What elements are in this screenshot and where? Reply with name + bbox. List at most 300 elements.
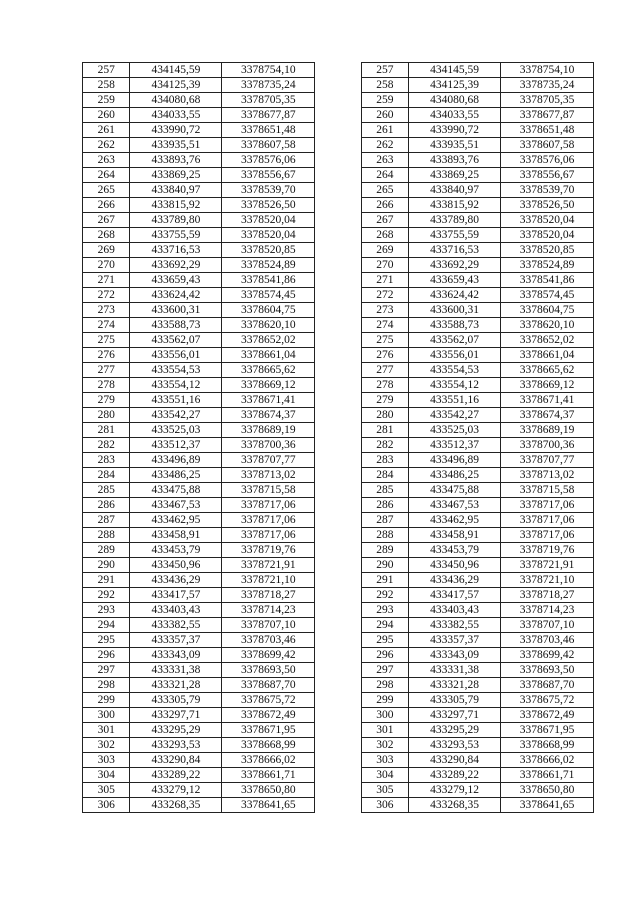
- right-x-coordinate-cell: 433279,12: [409, 783, 501, 798]
- left-y-coordinate-cell: 3378671,41: [222, 393, 315, 408]
- left-point-number-cell: 292: [83, 588, 130, 603]
- right-point-number-cell: 281: [361, 423, 408, 438]
- column-spacer: [315, 648, 361, 663]
- coordinates-table: [82, 62, 594, 813]
- table-row: [83, 213, 594, 228]
- left-x-coordinate-cell: 433716,53: [130, 243, 222, 258]
- left-x-coordinate-cell: 433462,95: [130, 513, 222, 528]
- right-y-coordinate-cell: 3378715,58: [501, 483, 594, 498]
- right-y-coordinate-cell: 3378693,50: [501, 663, 594, 678]
- left-x-coordinate-cell: 433990,72: [130, 123, 222, 138]
- left-x-coordinate-cell: 433542,27: [130, 408, 222, 423]
- left-y-coordinate-cell: 3378539,70: [222, 183, 315, 198]
- table-row: [83, 753, 594, 768]
- left-x-coordinate-cell: 433357,37: [130, 633, 222, 648]
- column-spacer: [315, 513, 361, 528]
- left-point-number-cell: 286: [83, 498, 130, 513]
- table-row: [83, 153, 594, 168]
- right-point-number-cell: 267: [361, 213, 408, 228]
- right-x-coordinate-cell: 433624,42: [409, 288, 501, 303]
- right-point-number-cell: 263: [361, 153, 408, 168]
- table-row: [83, 198, 594, 213]
- right-y-coordinate-cell: 3378556,67: [501, 168, 594, 183]
- column-spacer: [315, 618, 361, 633]
- left-x-coordinate-cell: 433268,35: [130, 798, 222, 813]
- left-point-number-cell: 274: [83, 318, 130, 333]
- left-point-number-cell: 290: [83, 558, 130, 573]
- left-x-coordinate-cell: 433467,53: [130, 498, 222, 513]
- right-point-number-cell: 272: [361, 288, 408, 303]
- left-x-coordinate-cell: 433588,73: [130, 318, 222, 333]
- right-x-coordinate-cell: 433554,53: [409, 363, 501, 378]
- right-x-coordinate-cell: 433450,96: [409, 558, 501, 573]
- right-y-coordinate-cell: 3378713,02: [501, 468, 594, 483]
- left-y-coordinate-cell: 3378707,77: [222, 453, 315, 468]
- table-row: [83, 423, 594, 438]
- left-x-coordinate-cell: 433436,29: [130, 573, 222, 588]
- table-row: [83, 138, 594, 153]
- right-x-coordinate-cell: 433382,55: [409, 618, 501, 633]
- left-x-coordinate-cell: 433755,59: [130, 228, 222, 243]
- right-y-coordinate-cell: 3378607,58: [501, 138, 594, 153]
- right-y-coordinate-cell: 3378721,91: [501, 558, 594, 573]
- left-point-number-cell: 268: [83, 228, 130, 243]
- table-row: [83, 438, 594, 453]
- right-point-number-cell: 265: [361, 183, 408, 198]
- left-y-coordinate-cell: 3378721,91: [222, 558, 315, 573]
- column-spacer: [315, 438, 361, 453]
- table-row: [83, 738, 594, 753]
- column-spacer: [315, 318, 361, 333]
- column-spacer: [315, 153, 361, 168]
- left-y-coordinate-cell: 3378677,87: [222, 108, 315, 123]
- left-x-coordinate-cell: 433331,38: [130, 663, 222, 678]
- table-row: [83, 783, 594, 798]
- right-x-coordinate-cell: 433475,88: [409, 483, 501, 498]
- right-y-coordinate-cell: 3378703,46: [501, 633, 594, 648]
- table-row: [83, 228, 594, 243]
- left-point-number-cell: 279: [83, 393, 130, 408]
- right-x-coordinate-cell: 433659,43: [409, 273, 501, 288]
- right-x-coordinate-cell: 433453,79: [409, 543, 501, 558]
- table-row: [83, 558, 594, 573]
- left-x-coordinate-cell: 433450,96: [130, 558, 222, 573]
- left-x-coordinate-cell: 433935,51: [130, 138, 222, 153]
- left-point-number-cell: 285: [83, 483, 130, 498]
- table-row: [83, 78, 594, 93]
- right-y-coordinate-cell: 3378668,99: [501, 738, 594, 753]
- left-y-coordinate-cell: 3378672,49: [222, 708, 315, 723]
- column-spacer: [315, 243, 361, 258]
- left-x-coordinate-cell: 433321,28: [130, 678, 222, 693]
- column-spacer: [315, 363, 361, 378]
- right-x-coordinate-cell: 433554,12: [409, 378, 501, 393]
- right-x-coordinate-cell: 433295,29: [409, 723, 501, 738]
- table-row: [83, 318, 594, 333]
- left-point-number-cell: 262: [83, 138, 130, 153]
- left-x-coordinate-cell: 433458,91: [130, 528, 222, 543]
- column-spacer: [315, 798, 361, 813]
- right-point-number-cell: 264: [361, 168, 408, 183]
- right-y-coordinate-cell: 3378520,04: [501, 228, 594, 243]
- right-point-number-cell: 299: [361, 693, 408, 708]
- right-x-coordinate-cell: 433588,73: [409, 318, 501, 333]
- right-x-coordinate-cell: 433990,72: [409, 123, 501, 138]
- table-row: [83, 708, 594, 723]
- left-x-coordinate-cell: 433551,16: [130, 393, 222, 408]
- right-point-number-cell: 269: [361, 243, 408, 258]
- left-x-coordinate-cell: 433289,22: [130, 768, 222, 783]
- left-y-coordinate-cell: 3378576,06: [222, 153, 315, 168]
- left-point-number-cell: 277: [83, 363, 130, 378]
- left-point-number-cell: 276: [83, 348, 130, 363]
- right-y-coordinate-cell: 3378652,02: [501, 333, 594, 348]
- right-y-coordinate-cell: 3378674,37: [501, 408, 594, 423]
- left-x-coordinate-cell: 433525,03: [130, 423, 222, 438]
- right-point-number-cell: 258: [361, 78, 408, 93]
- right-y-coordinate-cell: 3378705,35: [501, 93, 594, 108]
- right-point-number-cell: 296: [361, 648, 408, 663]
- left-point-number-cell: 281: [83, 423, 130, 438]
- right-point-number-cell: 270: [361, 258, 408, 273]
- right-y-coordinate-cell: 3378700,36: [501, 438, 594, 453]
- left-x-coordinate-cell: 433305,79: [130, 693, 222, 708]
- left-x-coordinate-cell: 433815,92: [130, 198, 222, 213]
- left-y-coordinate-cell: 3378669,12: [222, 378, 315, 393]
- table-row: [83, 663, 594, 678]
- left-y-coordinate-cell: 3378524,89: [222, 258, 315, 273]
- left-x-coordinate-cell: 434080,68: [130, 93, 222, 108]
- left-point-number-cell: 284: [83, 468, 130, 483]
- left-y-coordinate-cell: 3378717,06: [222, 498, 315, 513]
- table-row: [83, 273, 594, 288]
- table-row: [83, 258, 594, 273]
- left-point-number-cell: 259: [83, 93, 130, 108]
- right-x-coordinate-cell: 433331,38: [409, 663, 501, 678]
- column-spacer: [315, 333, 361, 348]
- right-y-coordinate-cell: 3378669,12: [501, 378, 594, 393]
- right-y-coordinate-cell: 3378735,24: [501, 78, 594, 93]
- table-row: [83, 678, 594, 693]
- table-row: [83, 183, 594, 198]
- left-point-number-cell: 269: [83, 243, 130, 258]
- right-x-coordinate-cell: 433417,57: [409, 588, 501, 603]
- column-spacer: [315, 63, 361, 78]
- right-y-coordinate-cell: 3378675,72: [501, 693, 594, 708]
- column-spacer: [315, 303, 361, 318]
- table-row: [83, 498, 594, 513]
- left-point-number-cell: 303: [83, 753, 130, 768]
- right-y-coordinate-cell: 3378719,76: [501, 543, 594, 558]
- right-y-coordinate-cell: 3378666,02: [501, 753, 594, 768]
- left-y-coordinate-cell: 3378668,99: [222, 738, 315, 753]
- right-x-coordinate-cell: 433716,53: [409, 243, 501, 258]
- right-y-coordinate-cell: 3378718,27: [501, 588, 594, 603]
- column-spacer: [315, 633, 361, 648]
- left-point-number-cell: 261: [83, 123, 130, 138]
- left-point-number-cell: 270: [83, 258, 130, 273]
- column-spacer: [315, 693, 361, 708]
- right-x-coordinate-cell: 433462,95: [409, 513, 501, 528]
- left-y-coordinate-cell: 3378607,58: [222, 138, 315, 153]
- right-x-coordinate-cell: 433935,51: [409, 138, 501, 153]
- column-spacer: [315, 498, 361, 513]
- right-point-number-cell: 294: [361, 618, 408, 633]
- right-y-coordinate-cell: 3378665,62: [501, 363, 594, 378]
- column-spacer: [315, 783, 361, 798]
- left-y-coordinate-cell: 3378641,65: [222, 798, 315, 813]
- right-x-coordinate-cell: 433789,80: [409, 213, 501, 228]
- left-point-number-cell: 272: [83, 288, 130, 303]
- left-point-number-cell: 282: [83, 438, 130, 453]
- left-y-coordinate-cell: 3378556,67: [222, 168, 315, 183]
- left-y-coordinate-cell: 3378674,37: [222, 408, 315, 423]
- right-point-number-cell: 301: [361, 723, 408, 738]
- right-y-coordinate-cell: 3378604,75: [501, 303, 594, 318]
- right-point-number-cell: 287: [361, 513, 408, 528]
- left-y-coordinate-cell: 3378650,80: [222, 783, 315, 798]
- column-spacer: [315, 108, 361, 123]
- left-y-coordinate-cell: 3378604,75: [222, 303, 315, 318]
- column-spacer: [315, 708, 361, 723]
- left-y-coordinate-cell: 3378652,02: [222, 333, 315, 348]
- right-point-number-cell: 266: [361, 198, 408, 213]
- left-point-number-cell: 301: [83, 723, 130, 738]
- right-x-coordinate-cell: 433357,37: [409, 633, 501, 648]
- left-x-coordinate-cell: 433893,76: [130, 153, 222, 168]
- table-row: [83, 93, 594, 108]
- right-point-number-cell: 279: [361, 393, 408, 408]
- right-point-number-cell: 290: [361, 558, 408, 573]
- right-x-coordinate-cell: 433692,29: [409, 258, 501, 273]
- right-y-coordinate-cell: 3378539,70: [501, 183, 594, 198]
- column-spacer: [315, 408, 361, 423]
- right-y-coordinate-cell: 3378699,42: [501, 648, 594, 663]
- left-point-number-cell: 295: [83, 633, 130, 648]
- left-y-coordinate-cell: 3378574,45: [222, 288, 315, 303]
- left-y-coordinate-cell: 3378754,10: [222, 63, 315, 78]
- right-point-number-cell: 271: [361, 273, 408, 288]
- column-spacer: [315, 228, 361, 243]
- left-y-coordinate-cell: 3378735,24: [222, 78, 315, 93]
- left-y-coordinate-cell: 3378687,70: [222, 678, 315, 693]
- right-point-number-cell: 300: [361, 708, 408, 723]
- left-x-coordinate-cell: 433486,25: [130, 468, 222, 483]
- right-y-coordinate-cell: 3378650,80: [501, 783, 594, 798]
- table-row: [83, 243, 594, 258]
- table-row: [83, 288, 594, 303]
- table-row: [83, 573, 594, 588]
- right-y-coordinate-cell: 3378672,49: [501, 708, 594, 723]
- table-row: [83, 363, 594, 378]
- right-x-coordinate-cell: 433869,25: [409, 168, 501, 183]
- column-spacer: [315, 468, 361, 483]
- table-row: [83, 168, 594, 183]
- column-spacer: [315, 753, 361, 768]
- right-y-coordinate-cell: 3378661,04: [501, 348, 594, 363]
- right-x-coordinate-cell: 433562,07: [409, 333, 501, 348]
- table-row: [83, 723, 594, 738]
- right-point-number-cell: 292: [361, 588, 408, 603]
- left-point-number-cell: 264: [83, 168, 130, 183]
- column-spacer: [315, 273, 361, 288]
- left-y-coordinate-cell: 3378671,95: [222, 723, 315, 738]
- left-x-coordinate-cell: 433869,25: [130, 168, 222, 183]
- left-y-coordinate-cell: 3378713,02: [222, 468, 315, 483]
- table-row: [83, 303, 594, 318]
- left-y-coordinate-cell: 3378520,04: [222, 228, 315, 243]
- column-spacer: [315, 198, 361, 213]
- left-point-number-cell: 273: [83, 303, 130, 318]
- right-point-number-cell: 273: [361, 303, 408, 318]
- left-y-coordinate-cell: 3378666,02: [222, 753, 315, 768]
- column-spacer: [315, 588, 361, 603]
- left-point-number-cell: 299: [83, 693, 130, 708]
- left-point-number-cell: 258: [83, 78, 130, 93]
- left-point-number-cell: 289: [83, 543, 130, 558]
- left-x-coordinate-cell: 433417,57: [130, 588, 222, 603]
- left-point-number-cell: 291: [83, 573, 130, 588]
- table-row: [83, 108, 594, 123]
- left-point-number-cell: 297: [83, 663, 130, 678]
- table-row: [83, 123, 594, 138]
- table-row: [83, 603, 594, 618]
- coordinates-table-body: [83, 63, 594, 813]
- column-spacer: [315, 288, 361, 303]
- table-row: [83, 393, 594, 408]
- left-x-coordinate-cell: 433840,97: [130, 183, 222, 198]
- right-y-coordinate-cell: 3378524,89: [501, 258, 594, 273]
- table-row: [83, 798, 594, 813]
- column-spacer: [315, 183, 361, 198]
- right-x-coordinate-cell: 434033,55: [409, 108, 501, 123]
- right-point-number-cell: 305: [361, 783, 408, 798]
- left-point-number-cell: 300: [83, 708, 130, 723]
- column-spacer: [315, 678, 361, 693]
- left-x-coordinate-cell: 433554,12: [130, 378, 222, 393]
- table-row: [83, 408, 594, 423]
- right-point-number-cell: 297: [361, 663, 408, 678]
- right-x-coordinate-cell: 434125,39: [409, 78, 501, 93]
- right-x-coordinate-cell: 433305,79: [409, 693, 501, 708]
- column-spacer: [315, 123, 361, 138]
- right-point-number-cell: 283: [361, 453, 408, 468]
- right-point-number-cell: 303: [361, 753, 408, 768]
- right-point-number-cell: 295: [361, 633, 408, 648]
- left-point-number-cell: 294: [83, 618, 130, 633]
- right-point-number-cell: 291: [361, 573, 408, 588]
- left-point-number-cell: 271: [83, 273, 130, 288]
- left-x-coordinate-cell: 433496,89: [130, 453, 222, 468]
- left-point-number-cell: 260: [83, 108, 130, 123]
- left-x-coordinate-cell: 433624,42: [130, 288, 222, 303]
- left-point-number-cell: 305: [83, 783, 130, 798]
- left-x-coordinate-cell: 433789,80: [130, 213, 222, 228]
- right-y-coordinate-cell: 3378721,10: [501, 573, 594, 588]
- right-x-coordinate-cell: 433542,27: [409, 408, 501, 423]
- column-spacer: [315, 663, 361, 678]
- left-y-coordinate-cell: 3378520,85: [222, 243, 315, 258]
- left-y-coordinate-cell: 3378699,42: [222, 648, 315, 663]
- left-y-coordinate-cell: 3378541,86: [222, 273, 315, 288]
- left-point-number-cell: 263: [83, 153, 130, 168]
- right-x-coordinate-cell: 433815,92: [409, 198, 501, 213]
- column-spacer: [315, 723, 361, 738]
- right-y-coordinate-cell: 3378541,86: [501, 273, 594, 288]
- left-point-number-cell: 280: [83, 408, 130, 423]
- column-spacer: [315, 258, 361, 273]
- left-x-coordinate-cell: 433293,53: [130, 738, 222, 753]
- right-point-number-cell: 275: [361, 333, 408, 348]
- left-point-number-cell: 283: [83, 453, 130, 468]
- right-y-coordinate-cell: 3378520,85: [501, 243, 594, 258]
- left-x-coordinate-cell: 433512,37: [130, 438, 222, 453]
- right-y-coordinate-cell: 3378677,87: [501, 108, 594, 123]
- left-point-number-cell: 302: [83, 738, 130, 753]
- left-y-coordinate-cell: 3378689,19: [222, 423, 315, 438]
- left-point-number-cell: 306: [83, 798, 130, 813]
- right-point-number-cell: 268: [361, 228, 408, 243]
- right-x-coordinate-cell: 433297,71: [409, 708, 501, 723]
- right-x-coordinate-cell: 433289,22: [409, 768, 501, 783]
- right-x-coordinate-cell: 433840,97: [409, 183, 501, 198]
- left-y-coordinate-cell: 3378705,35: [222, 93, 315, 108]
- left-x-coordinate-cell: 434125,39: [130, 78, 222, 93]
- table-row: [83, 543, 594, 558]
- right-y-coordinate-cell: 3378661,71: [501, 768, 594, 783]
- right-point-number-cell: 260: [361, 108, 408, 123]
- right-y-coordinate-cell: 3378526,50: [501, 198, 594, 213]
- left-point-number-cell: 266: [83, 198, 130, 213]
- left-x-coordinate-cell: 433295,29: [130, 723, 222, 738]
- left-x-coordinate-cell: 433556,01: [130, 348, 222, 363]
- right-y-coordinate-cell: 3378689,19: [501, 423, 594, 438]
- right-point-number-cell: 262: [361, 138, 408, 153]
- right-point-number-cell: 259: [361, 93, 408, 108]
- table-row: [83, 483, 594, 498]
- table-row: [83, 633, 594, 648]
- column-spacer: [315, 213, 361, 228]
- right-point-number-cell: 286: [361, 498, 408, 513]
- column-spacer: [315, 768, 361, 783]
- left-x-coordinate-cell: 433562,07: [130, 333, 222, 348]
- right-x-coordinate-cell: 433268,35: [409, 798, 501, 813]
- right-y-coordinate-cell: 3378671,41: [501, 393, 594, 408]
- column-spacer: [315, 423, 361, 438]
- left-point-number-cell: 275: [83, 333, 130, 348]
- left-y-coordinate-cell: 3378520,04: [222, 213, 315, 228]
- column-spacer: [315, 558, 361, 573]
- right-y-coordinate-cell: 3378576,06: [501, 153, 594, 168]
- table-row: [83, 588, 594, 603]
- table-row: [83, 618, 594, 633]
- column-spacer: [315, 738, 361, 753]
- right-point-number-cell: 257: [361, 63, 408, 78]
- left-x-coordinate-cell: 433290,84: [130, 753, 222, 768]
- left-x-coordinate-cell: 433382,55: [130, 618, 222, 633]
- left-y-coordinate-cell: 3378715,58: [222, 483, 315, 498]
- table-row: [83, 63, 594, 78]
- column-spacer: [315, 453, 361, 468]
- column-spacer: [315, 93, 361, 108]
- column-spacer: [315, 393, 361, 408]
- column-spacer: [315, 138, 361, 153]
- left-point-number-cell: 304: [83, 768, 130, 783]
- column-spacer: [315, 603, 361, 618]
- right-x-coordinate-cell: 433496,89: [409, 453, 501, 468]
- column-spacer: [315, 348, 361, 363]
- right-x-coordinate-cell: 433551,16: [409, 393, 501, 408]
